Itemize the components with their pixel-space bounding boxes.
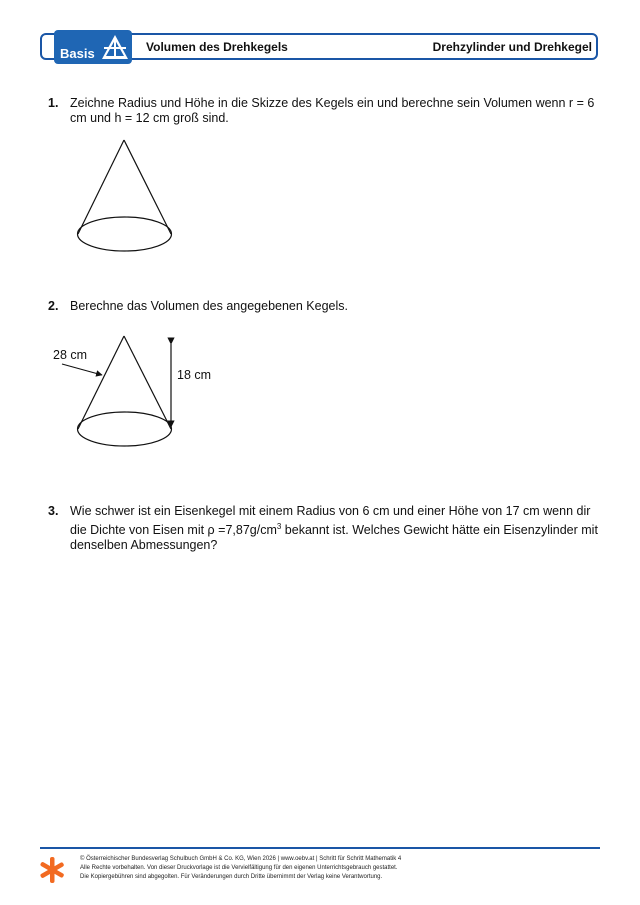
task-text-part: bekannt ist. Welches Gewicht hätte ein Eisenzylinder mit denselben Abmessungen? (70, 523, 598, 553)
footer-line-1: © Österreichischer Bundesverlag Schulbuch GmbH & Co. KG, Wien 2026 | www.oebv.at | Schritt für Schritt Mathematik 4 (80, 856, 402, 862)
task-text (70, 504, 610, 553)
badge-label: Basis (60, 46, 95, 61)
footer-line-3: Die Kopiergebühren sind abgegolten. Für Veränderungen durch Dritte übernimmt der Verlag keine Verantwortung. (80, 874, 383, 880)
task-text: Berechne das Volumen des angegebenen Kegels. (70, 299, 348, 313)
cone-sketch-1 (70, 135, 182, 265)
height-label: 18 cm (177, 368, 212, 382)
footer-line-2: Alle Rechte vorbehalten. Von dieser Druckvorlage ist die Vervielfältigung für den eigenen Unterrichtsgebrauch gestattet. (80, 865, 398, 871)
task-text: Zeichne Radius und Höhe in die Skizze des Kegels ein und berechne sein Volumen wenn r = 6 cm und h = 12 cm groß sind. (70, 96, 595, 125)
superscript: 3 (276, 522, 282, 531)
publisher-logo-icon (38, 856, 66, 884)
footer-copyright (80, 855, 401, 882)
level-badge (54, 30, 132, 64)
pyramid-icon (100, 33, 130, 61)
task-number: 1. (48, 96, 59, 110)
task-number: 2. (48, 299, 59, 313)
page-topic: Drehzylinder und Drehkegel (432, 40, 592, 54)
footer-line (40, 847, 600, 849)
slant-height-label: 28 cm (53, 348, 88, 362)
cone-sketch-2 (40, 330, 230, 460)
task-text-part: Wie schwer ist ein Eisenkegel mit einem Radius von 6 cm und einer Höhe von 17 cm wenn dir die Dichte von Eisen mit ρ =7,87g/cm (70, 504, 591, 538)
page-title: Volumen des Drehkegels (146, 40, 288, 54)
task-number: 3. (48, 504, 59, 518)
